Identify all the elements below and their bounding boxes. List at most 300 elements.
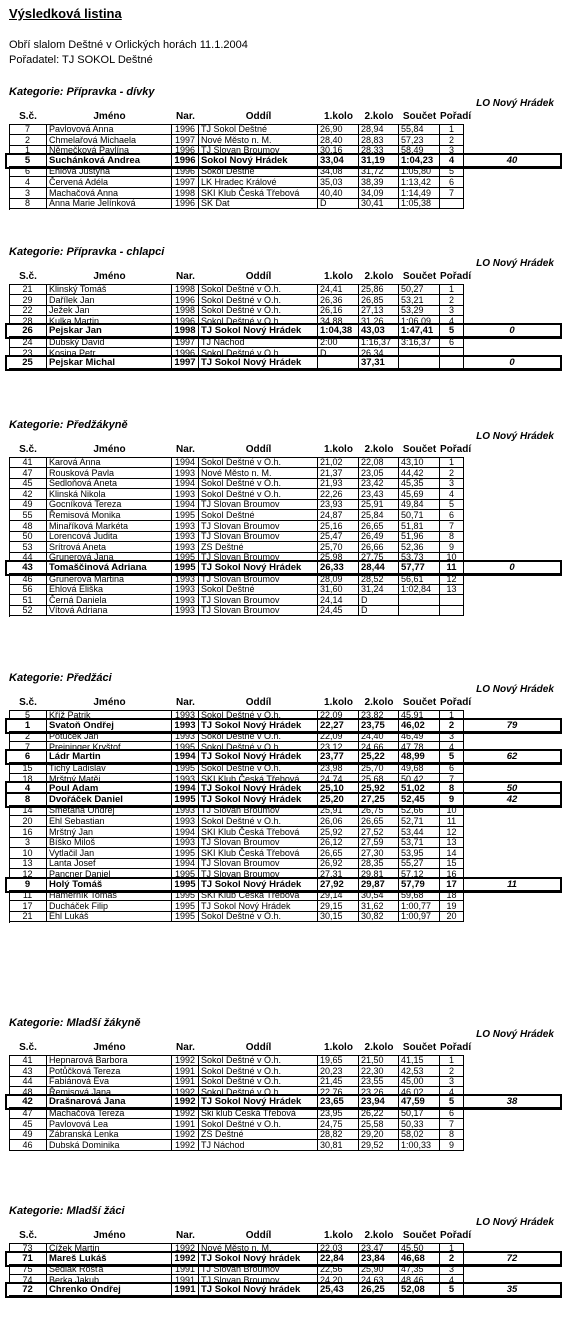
cell-sum: 48,99	[399, 751, 440, 763]
cell-k1: 24,75	[318, 1119, 359, 1130]
table-row	[9, 478, 464, 489]
cell-name: Sedlák Rosťa	[47, 1264, 172, 1275]
cell-sc: 3	[9, 188, 47, 199]
cell-sum: 46,02	[399, 1087, 440, 1098]
cell-club: TJ Sokol Nový Hrádek	[199, 562, 318, 574]
cell-k1: 24,87	[318, 510, 359, 521]
cell-club: TJ Slovan Broumov	[199, 869, 318, 880]
cell-nar: 1994	[172, 499, 199, 510]
cell-rank: 5	[440, 1284, 464, 1296]
cell-k1: 22,26	[318, 489, 359, 500]
cell-sc: 10	[9, 848, 47, 859]
cell-nar: 1994	[172, 751, 199, 763]
column-header: S.č.	[19, 111, 37, 122]
cell-name: Srítrová Aneta	[47, 542, 172, 553]
cell-k2: 28,33	[359, 145, 399, 156]
table-row	[9, 521, 464, 532]
cell-sum: 58,49	[399, 145, 440, 156]
cell-rank: 2	[440, 135, 464, 146]
cell-name: Mrštný Matěj	[47, 774, 172, 785]
cell-name: Fabiánová Eva	[47, 1076, 172, 1087]
table-row	[9, 337, 464, 348]
cell-k2: 25,86	[359, 284, 399, 295]
cell-sc: 41	[9, 1055, 47, 1066]
cell-k2: 25,68	[359, 774, 399, 785]
cell-sum: 57,23	[399, 135, 440, 146]
column-header: 2.kolo	[364, 271, 394, 282]
cell-k2: 23,43	[359, 489, 399, 500]
cell-rank: 7	[440, 188, 464, 199]
cell-lo-points: 0	[464, 562, 560, 574]
cell-name: Dubská Dominika	[47, 1140, 172, 1151]
cell-sc: 29	[9, 295, 47, 306]
column-header: 2.kolo	[364, 1042, 394, 1053]
cell-k1: 25,16	[318, 521, 359, 532]
cell-sc: 49	[9, 1129, 47, 1140]
cell-rank: 5	[440, 499, 464, 510]
cell-nar: 1993	[172, 720, 199, 732]
cell-k2: 31,26	[359, 316, 399, 327]
cell-name: Minaříková Markéta	[47, 521, 172, 532]
cell-sc: 44	[9, 552, 47, 563]
table-row-highlighted	[7, 1096, 560, 1108]
cell-k2: 27,25	[359, 794, 399, 806]
cell-rank: 5	[440, 325, 464, 337]
cell-sum: 49,84	[399, 499, 440, 510]
cell-nar: 1992	[172, 1096, 199, 1108]
cell-nar: 1992	[172, 1087, 199, 1098]
cell-sc: 2	[9, 731, 47, 742]
cell-k1: 25,43	[318, 1284, 359, 1296]
column-header: Nar.	[176, 697, 195, 708]
cell-sum: 56,61	[399, 574, 440, 585]
cell-nar: 1998	[172, 305, 199, 316]
cell-sc: 47	[9, 1108, 47, 1119]
cell-k1: 27,92	[318, 879, 359, 891]
cell-sc: 14	[9, 805, 47, 816]
cell-sc: 5	[9, 155, 47, 167]
cell-nar: 1993	[172, 595, 199, 606]
cell-sc: 25	[9, 357, 47, 369]
cell-sc: 1	[9, 145, 47, 156]
column-header: Součet	[402, 444, 437, 455]
cell-sum: 49,68	[399, 763, 440, 774]
column-header: Oddíl	[245, 697, 272, 708]
cell-name: Kříž Patrik	[47, 710, 172, 721]
cell-nar: 1996	[172, 166, 199, 177]
cell-name: Dvořáček Daniel	[47, 794, 172, 806]
cell-sc: 75	[9, 1264, 47, 1275]
cell-k2: 22,30	[359, 1066, 399, 1077]
cell-sum: 47,78	[399, 742, 440, 753]
lo-column-header: LO Nový Hrádek	[476, 431, 554, 442]
cell-k2: 31,24	[359, 584, 399, 595]
lo-column-header: LO Nový Hrádek	[476, 258, 554, 269]
cell-club: TJ Sokol Nový hrádek	[199, 1284, 318, 1296]
cell-nar: 1995	[172, 911, 199, 922]
column-header: Jméno	[93, 271, 126, 282]
column-header: Součet	[402, 1230, 437, 1241]
cell-sum: 52,36	[399, 542, 440, 553]
column-header: 2.kolo	[364, 1230, 394, 1241]
lo-column-header: LO Nový Hrádek	[476, 1217, 554, 1228]
cell-nar: 1998	[172, 284, 199, 295]
table-row	[9, 1076, 464, 1087]
cell-nar: 1992	[172, 1243, 199, 1254]
cell-club: Sokol Deštné v O.h.	[199, 816, 318, 827]
cell-club: TJ Slovan Broumov	[199, 499, 318, 510]
document-title: Výsledková listina	[9, 6, 122, 21]
cell-nar: 1995	[172, 742, 199, 753]
cell-name: Grunerová Jana	[47, 552, 172, 563]
cell-sc: 3	[9, 837, 47, 848]
cell-sc: 8	[9, 794, 47, 806]
cell-name: Drašnarová Jana	[47, 1096, 172, 1108]
cell-sum: 3:16,37	[399, 337, 440, 348]
cell-name: Suchánková Andrea	[47, 155, 172, 167]
cell-name: Ehlová Eliška	[47, 584, 172, 595]
cell-k2: 23,42	[359, 478, 399, 489]
cell-k2: 23,26	[359, 1087, 399, 1098]
cell-rank: 3	[440, 1264, 464, 1275]
cell-club: Sokol Deštné	[199, 584, 318, 595]
table-row	[9, 135, 464, 146]
cell-k2: 29,52	[359, 1140, 399, 1151]
cell-club: TJ Náchod	[199, 1140, 318, 1151]
cell-sum: 53,95	[399, 848, 440, 859]
cell-club: Nové Město n. M.	[199, 468, 318, 479]
organizer: Pořadatel: TJ SOKOL Deštné	[9, 54, 153, 66]
cell-sc: 48	[9, 521, 47, 532]
cell-name: Ehlová Justýna	[47, 166, 172, 177]
cell-rank: 3	[440, 731, 464, 742]
cell-name: Smetana Ondřej	[47, 805, 172, 816]
cell-k2: 27,75	[359, 552, 399, 563]
cell-name: Lanta Josef	[47, 858, 172, 869]
cell-sum: 52,66	[399, 805, 440, 816]
cell-rank: 8	[440, 783, 464, 795]
cell-k2: 28,83	[359, 135, 399, 146]
cell-nar: 1993	[172, 542, 199, 553]
cell-sum: 59,68	[399, 890, 440, 901]
cell-sc: 15	[9, 763, 47, 774]
table-row	[9, 1108, 464, 1119]
cell-k2: 25,90	[359, 1264, 399, 1275]
column-header: Nar.	[176, 271, 195, 282]
cell-rank: 5	[440, 166, 464, 177]
cell-sc: 12	[9, 869, 47, 880]
cell-k1: 25,98	[318, 552, 359, 563]
column-header: Pořadí	[440, 111, 472, 122]
cell-nar: 1993	[172, 531, 199, 542]
cell-sc: 18	[9, 774, 47, 785]
cell-club: SKI Klub Česká Třebová	[199, 827, 318, 838]
cell-sc: 6	[9, 751, 47, 763]
cell-name: Pejskar Jan	[47, 325, 172, 337]
cell-k1: 25,92	[318, 827, 359, 838]
cell-k1: 22,84	[318, 1253, 359, 1265]
cell-club: TJ Sokol Nový Hrádek	[199, 720, 318, 732]
cell-k1: 2:00	[318, 337, 359, 348]
cell-nar: 1993	[172, 837, 199, 848]
cell-sc: 22	[9, 305, 47, 316]
cell-rank: 7	[440, 1119, 464, 1130]
cell-rank: 12	[440, 574, 464, 585]
table-row	[9, 124, 464, 135]
cell-nar: 1993	[172, 584, 199, 595]
cell-nar: 1994	[172, 478, 199, 489]
cell-sum: 53,44	[399, 827, 440, 838]
cell-sc: 52	[9, 605, 47, 616]
column-header: Pořadí	[440, 697, 472, 708]
cell-club: Nové Město n. M.	[199, 135, 318, 146]
cell-name: Karová Anna	[47, 457, 172, 468]
cell-sum: 41,15	[399, 1055, 440, 1066]
cell-k1: D	[318, 348, 359, 359]
cell-club: Sokol Deštné v O.h.	[199, 295, 318, 306]
cell-k2: 26,34	[359, 348, 399, 359]
column-header: Nar.	[176, 111, 195, 122]
cell-nar: 1993	[172, 816, 199, 827]
cell-name: Zábranská Lenka	[47, 1129, 172, 1140]
cell-rank: 4	[440, 155, 464, 167]
column-header: Nar.	[176, 1230, 195, 1241]
column-header: Oddíl	[245, 444, 272, 455]
cell-k2: 27,30	[359, 848, 399, 859]
cell-k2: 24,66	[359, 742, 399, 753]
cell-club: SKI Klub Česká Třebová	[199, 188, 318, 199]
table-row-highlighted	[7, 155, 560, 167]
cell-sc: 46	[9, 574, 47, 585]
column-header: 1.kolo	[324, 1042, 353, 1053]
table-row	[9, 499, 464, 510]
cell-sc: 43	[9, 1066, 47, 1077]
cell-k1: 27,31	[318, 869, 359, 880]
cell-nar: 1993	[172, 468, 199, 479]
cell-club: TJ Slovan Broumov	[199, 837, 318, 848]
cell-sum: 1:05,80	[399, 166, 440, 177]
cell-sc: 43	[9, 562, 47, 574]
section-title: Kategorie: Mladší žákyně	[9, 1017, 141, 1029]
cell-k2: 29,81	[359, 869, 399, 880]
cell-k2: 34,09	[359, 188, 399, 199]
cell-sum: 46,68	[399, 1253, 440, 1265]
cell-sum: 50,42	[399, 774, 440, 785]
cell-club: SK Dat	[199, 198, 318, 209]
cell-sum: 55,84	[399, 124, 440, 135]
cell-sum: 55,27	[399, 858, 440, 869]
cell-k1: D	[318, 198, 359, 209]
cell-rank: 20	[440, 911, 464, 922]
cell-k2: D	[359, 605, 399, 616]
cell-rank: 6	[440, 763, 464, 774]
cell-rank: 1	[440, 1243, 464, 1254]
column-header: Pořadí	[440, 444, 472, 455]
table-row	[9, 284, 464, 295]
table-row	[9, 574, 464, 585]
cell-rank	[440, 605, 464, 616]
cell-sum: 1:06,09	[399, 316, 440, 327]
cell-name: Gocníková Tereza	[47, 499, 172, 510]
cell-sum: 51,81	[399, 521, 440, 532]
lo-column-header: LO Nový Hrádek	[476, 1029, 554, 1040]
cell-club: TJ Slovan Broumov	[199, 145, 318, 156]
cell-lo-points: 0	[464, 357, 560, 369]
cell-name: Červená Adéla	[47, 177, 172, 188]
cell-nar: 1992	[172, 1140, 199, 1151]
cell-sc: 7	[9, 742, 47, 753]
cell-name: Potůček Jan	[47, 731, 172, 742]
cell-club: Sokol Deštné	[199, 166, 318, 177]
cell-sc: 8	[9, 198, 47, 209]
table-row-highlighted	[7, 325, 560, 337]
cell-k2: 27,13	[359, 305, 399, 316]
column-header: 1.kolo	[324, 271, 353, 282]
cell-nar: 1991	[172, 1076, 199, 1087]
cell-name: Pejskar Michal	[47, 357, 172, 369]
cell-rank: 1	[440, 124, 464, 135]
cell-club: TJ Slovan Broumov	[199, 552, 318, 563]
cell-rank: 4	[440, 1275, 464, 1286]
cell-name: Grunerová Martina	[47, 574, 172, 585]
cell-club: Sokol Deštné v O.h.	[199, 742, 318, 753]
cell-nar: 1991	[172, 1066, 199, 1077]
cell-nar: 1994	[172, 457, 199, 468]
cell-club: SKI Klub Česká Třebová	[199, 774, 318, 785]
cell-rank: 9	[440, 794, 464, 806]
cell-sum: 53,21	[399, 295, 440, 306]
cell-sc: 4	[9, 783, 47, 795]
table-row	[9, 584, 464, 595]
cell-lo-points: 79	[464, 720, 560, 732]
cell-club: Sokol Deštné v O.h.	[199, 478, 318, 489]
table-row-highlighted	[7, 562, 560, 574]
cell-club: LK Hradec Králové	[199, 177, 318, 188]
cell-name: Rousková Pavla	[47, 468, 172, 479]
cell-name: Machačová Tereza	[47, 1108, 172, 1119]
cell-sum	[399, 595, 440, 606]
cell-lo-points: 11	[464, 879, 560, 891]
column-header: Jméno	[93, 1230, 126, 1241]
cell-sum: 53,73	[399, 552, 440, 563]
table-row	[9, 858, 464, 869]
cell-sum: 52,45	[399, 794, 440, 806]
column-header: Pořadí	[440, 1230, 472, 1241]
cell-name: Ježek Jan	[47, 305, 172, 316]
cell-sc: 21	[9, 911, 47, 922]
cell-nar: 1996	[172, 295, 199, 306]
cell-nar: 1993	[172, 605, 199, 616]
cell-sum: 50,33	[399, 1119, 440, 1130]
table-row-highlighted	[7, 1284, 560, 1296]
cell-name: Čížek Martin	[47, 1243, 172, 1254]
cell-rank: 4	[440, 742, 464, 753]
cell-name: Sedloňová Aneta	[47, 478, 172, 489]
table-row	[9, 542, 464, 553]
cell-nar: 1995	[172, 562, 199, 574]
cell-name: Pavlovová Anna	[47, 124, 172, 135]
cell-lo-points: 38	[464, 1096, 560, 1108]
cell-k2: 23,82	[359, 710, 399, 721]
cell-lo-points: 72	[464, 1253, 560, 1265]
cell-sum: 53,71	[399, 837, 440, 848]
cell-nar: 1995	[172, 794, 199, 806]
cell-nar: 1996	[172, 145, 199, 156]
cell-sum: 43,10	[399, 457, 440, 468]
cell-nar: 1993	[172, 731, 199, 742]
cell-nar: 1996	[172, 198, 199, 209]
cell-nar: 1993	[172, 521, 199, 532]
cell-k1: 40,40	[318, 188, 359, 199]
race-name: Obří slalom Deštné v Orlických horách 11.1.2004	[9, 39, 248, 51]
cell-rank: 7	[440, 774, 464, 785]
cell-sc: 50	[9, 531, 47, 542]
cell-k2: 25,70	[359, 763, 399, 774]
cell-k2: 30,54	[359, 890, 399, 901]
cell-sc: 26	[9, 325, 47, 337]
cell-nar: 1993	[172, 574, 199, 585]
cell-nar: 1992	[172, 1108, 199, 1119]
section-title: Kategorie: Předžáci	[9, 672, 112, 684]
cell-k2: 28,52	[359, 574, 399, 585]
table-row	[9, 510, 464, 521]
cell-name: Ehl Lukáš	[47, 911, 172, 922]
column-header: S.č.	[19, 1230, 37, 1241]
cell-club: Sokol Deštné v O.h.	[199, 316, 318, 327]
cell-sc: 41	[9, 457, 47, 468]
cell-k1: 34,88	[318, 316, 359, 327]
cell-rank: 3	[440, 1076, 464, 1087]
cell-name: Mareš Lukáš	[47, 1253, 172, 1265]
cell-rank: 6	[440, 510, 464, 521]
cell-rank: 13	[440, 584, 464, 595]
cell-k1: 23,93	[318, 499, 359, 510]
cell-club: Sokol Deštné v O.h.	[199, 1055, 318, 1066]
cell-club: TJ Náchod	[199, 337, 318, 348]
cell-sc: 45	[9, 1119, 47, 1130]
cell-nar: 1993	[172, 710, 199, 721]
cell-club: Sokol Nový Hrádek	[199, 155, 318, 167]
table-row	[9, 1055, 464, 1066]
cell-k2: 31,72	[359, 166, 399, 177]
cell-name: Hepnarová Barbora	[47, 1055, 172, 1066]
cell-k1: 23,77	[318, 751, 359, 763]
cell-rank: 4	[440, 489, 464, 500]
cell-name: Mrštný Jan	[47, 827, 172, 838]
cell-k1: 24,74	[318, 774, 359, 785]
cell-sc: 71	[9, 1253, 47, 1265]
cell-rank: 2	[440, 468, 464, 479]
column-header: Nar.	[176, 444, 195, 455]
cell-k1: 30,81	[318, 1140, 359, 1151]
cell-rank: 19	[440, 901, 464, 912]
cell-sc: 53	[9, 542, 47, 553]
cell-sum: 44,42	[399, 468, 440, 479]
cell-name: Klinská Nikola	[47, 489, 172, 500]
cell-club: TJ Slovan Broumov	[199, 595, 318, 606]
cell-k2: 28,94	[359, 124, 399, 135]
cell-rank: 3	[440, 478, 464, 489]
cell-lo-points: 50	[464, 783, 560, 795]
table-row-highlighted	[7, 794, 560, 806]
cell-name: Tomaščinová Adriana	[47, 562, 172, 574]
table-row	[9, 816, 464, 827]
cell-k1: 21,02	[318, 457, 359, 468]
cell-k1: 23,98	[318, 763, 359, 774]
cell-rank: 9	[440, 1140, 464, 1151]
cell-lo-points: 35	[464, 1284, 560, 1296]
cell-club: SKI Klub Česká Třebová	[199, 848, 318, 859]
